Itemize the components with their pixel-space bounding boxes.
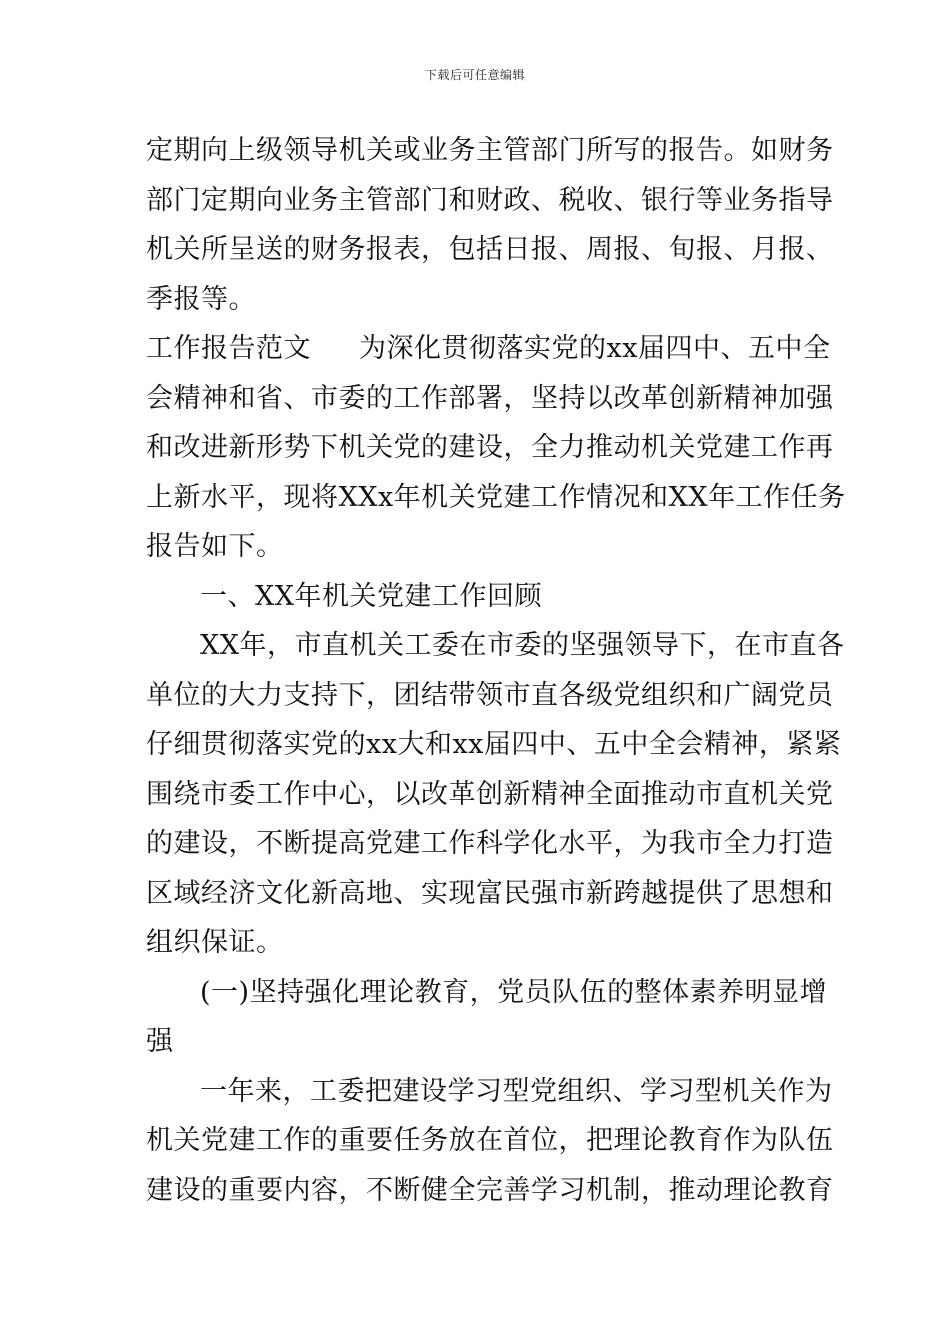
text-line: 和改进新形势下机关党的建设，全力推动机关党建工作再 <box>146 432 834 463</box>
text-line: 的建设，不断提高党建工作科学化水平，为我市全力打造 <box>146 828 834 859</box>
text-line: 定期向上级领导机关或业务主管部门所写的报告。如财务 <box>146 135 834 166</box>
page-header: 下载后可任意编辑 <box>424 68 525 82</box>
text-line: 机关党建工作的重要任务放在首位，把理论教育作为队伍 <box>146 1125 834 1156</box>
text-line: XX年，市直机关工委在市委的坚强领导下，在市直各 <box>200 630 845 661</box>
section-heading: 一、XX年机关党建工作回顾 <box>200 580 542 612</box>
text-line: 组织保证。 <box>146 927 284 958</box>
text-line: 围绕市委工作中心，以改革创新精神全面推动市直机关党 <box>146 778 834 810</box>
text-line: 上新水平，现将XXx年机关党建工作情况和XX年工作任务 <box>146 481 846 513</box>
text-line: 部门定期向业务主管部门和财政、税收、银行等业务指导 <box>146 184 834 216</box>
text-line: 区域经济文化新高地、实现富民强市新跨越提供了思想和 <box>146 877 834 909</box>
text-line: 为深化贯彻落实党的xx届四中、五中全 <box>359 333 831 364</box>
text-line: 报告如下。 <box>146 531 284 562</box>
document-body <box>146 126 846 1215</box>
text-line: 季报等。 <box>146 283 256 315</box>
subsection-heading-continued: 强 <box>146 1026 174 1057</box>
text-line: 单位的大力支持下，团结带领市直各级党组织和广阔党员 <box>146 679 834 711</box>
text-line: 机关所呈送的财务报表，包括日报、周报、旬报、月报、 <box>146 234 834 265</box>
subsection-heading: (一)坚持强化理论教育，党员队伍的整体素养明显增 <box>200 976 828 1008</box>
report-title: 工作报告范文 <box>146 333 311 364</box>
text-line: 建设的重要内容，不断健全完善学习机制，推动理论教育 <box>146 1174 834 1206</box>
report-title-line <box>146 324 831 374</box>
text-line: 会精神和省、市委的工作部署，坚持以改革创新精神加强 <box>146 382 834 414</box>
text-line: 仔细贯彻落实党的xx大和xx届四中、五中全会精神，紧紧 <box>146 729 842 760</box>
text-line: 一年来，工委把建设学习型党组织、学习型机关作为 <box>200 1075 833 1107</box>
